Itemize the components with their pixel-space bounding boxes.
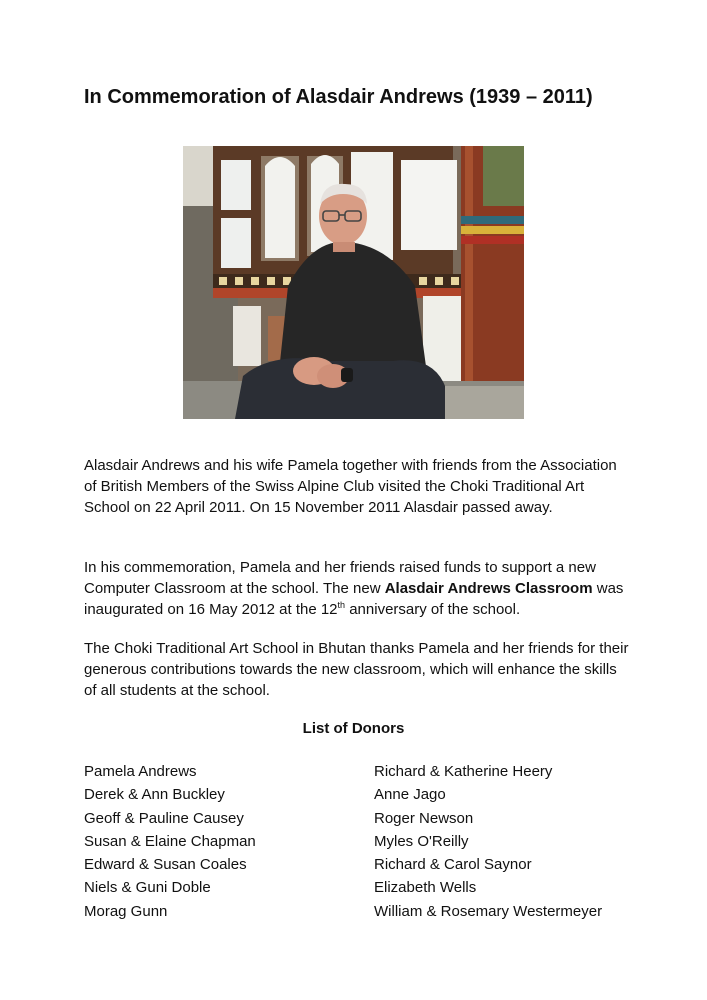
classroom-name: Alasdair Andrews Classroom xyxy=(384,580,593,597)
intro-paragraph: Alasdair Andrews and his wife Pamela together with friends from the Association of British Members of the Swiss Alpine Club visited the Choki Traditional Art School on 22 April 2011. On 15 November 2011 Alasdair passed away. xyxy=(84,457,617,516)
donor-item: Myles O'Reilly xyxy=(374,832,469,850)
classroom-text-middle: was inaugurated on 16 May 2012 at the 12 xyxy=(84,580,624,618)
donor-item: Richard & Katherine Heery xyxy=(374,763,553,780)
thanks-paragraph: The Choki Traditional Art School in Bhutan thanks Pamela and her friends for their generous contributions towards the new classroom, which will enhance the skills of all students at the school. xyxy=(84,640,629,699)
donor-item: William & Rosemary Westermeyer xyxy=(374,902,603,920)
classroom-text-start: In his commemoration, Pamela and her friends raised funds to support a new Computer Classroom at the school. The new xyxy=(84,559,596,597)
classroom-paragraph xyxy=(84,557,629,620)
ordinal-suffix: th xyxy=(337,600,346,610)
donor-item: Anne Jago xyxy=(374,786,446,804)
donor-item: Derek & Ann Buckley xyxy=(84,786,225,804)
donor-item: Pamela Andrews xyxy=(84,763,197,780)
donors-list-left xyxy=(84,760,256,923)
donor-item: Edward & Susan Coales xyxy=(84,856,247,874)
classroom-text-end: anniversary of the school. xyxy=(345,601,521,618)
donor-item: Geoff & Pauline Causey xyxy=(84,809,244,827)
portrait-photo xyxy=(183,146,524,419)
donors-list-right xyxy=(374,760,602,923)
donor-item: Roger Newson xyxy=(374,809,474,827)
donor-item: Niels & Guni Doble xyxy=(84,879,211,897)
page-title: In Commemoration of Alasdair Andrews (1939 – 2011) xyxy=(84,86,593,108)
donor-item: Susan & Elaine Chapman xyxy=(84,832,256,850)
donor-item: Elizabeth Wells xyxy=(374,879,477,897)
donor-item: Richard & Carol Saynor xyxy=(374,856,532,874)
donor-item: Morag Gunn xyxy=(84,902,168,920)
donors-heading: List of Donors xyxy=(302,720,405,737)
